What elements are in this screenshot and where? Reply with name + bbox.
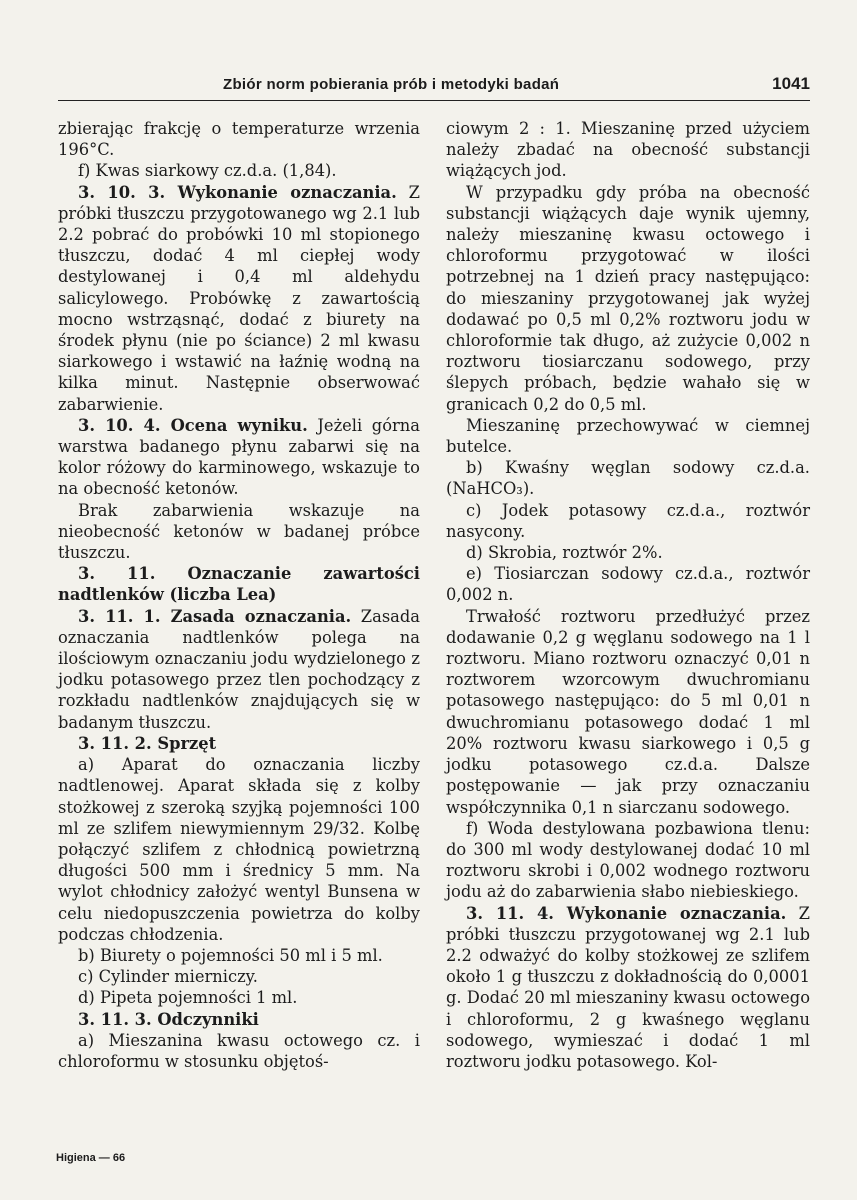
header-title: Zbiór norm pobierania prób i metodyki badań	[223, 76, 560, 93]
header-rule	[58, 100, 810, 101]
paragraph: a) Aparat do oznaczania liczby nadtlenowej. Aparat składa się z kolby stożkowej z szeroką szyjką pojemności 100 ml ze szlifem niewymiennym 29/32. Kolbę połączyć szlifem z chłodnicą powietrzną długości 500 mm i średnicy 5 mm. Na wylot chłodnicy założyć wentyl Bunsena w celu niedopuszczenia powietrza do kolby podczas chłodzenia.	[58, 755, 420, 944]
paragraph: Brak zabarwienia wskazuje na nieobecność ketonów w badanej próbce tłuszczu.	[58, 500, 420, 563]
paragraph: d) Skrobia, roztwór 2%.	[466, 543, 663, 563]
paragraph: c) Cylinder mierniczy.	[78, 967, 258, 987]
paragraph-text: Z próbki tłuszczu przygotowanej wg 2.1 lub 2.2 odważyć do kolby stożkowej ze szlifem około 1 g tłuszczu z dokładnością do 0,0001 g. Dodać 20 ml mieszaniny kwasu octowego i chloroformu, 2 g kwaśnego węglanu sodowego, wymieszać i dodać 1 ml roztworu jodku potasowego. Kol-	[446, 903, 810, 1071]
section-heading-3-11: 3. 11. Oznaczanie zawartości nadtlenków (liczba Lea)	[58, 564, 420, 605]
paragraph: Mieszaninę przechowywać w ciemnej butelce.	[446, 415, 810, 457]
section-3-10-3	[58, 182, 420, 415]
footer-signature: Higiena — 66	[56, 1152, 126, 1164]
page-number: 1041	[772, 74, 810, 93]
paragraph: zbierając frakcję o temperaturze wrzenia 196°C.	[58, 119, 420, 160]
paragraph-text: Z próbki tłuszczu przygotowanego wg 2.1 lub 2.2 pobrać do probówki 10 ml stopionego tłuszczu, dodać 4 ml ciepłej wody destylowanej i 0,4 ml aldehydu salicylowego. Probówkę z zawartością mocno wstrząsnąć, dodać z biurety na środek płynu (nie po ściance) 2 ml kwasu siarkowego i wstawić na łaźnię wodną na kilka minut. Następnie obserwować zabarwienie.	[58, 182, 420, 414]
paragraph: W przypadku gdy próba na obecność substancji wiążących daje wynik ujemny, należy mieszaninę kwasu octowego i chloroformu przygotować w ilości potrzebnej na 1 dzień pracy następująco: do mieszaniny przygotowanej jak wyżej dodawać po 0,5 ml 0,2% roztworu jodu w chloroformie tak długo, aż zużycie 0,002 n roztworu tiosiarczanu sodowego, przy ślepych próbach, będzie wahało się w granicach 0,2 do 0,5 ml.	[446, 182, 810, 414]
paragraph-text: Zasada oznaczania nadtlenków polega na ilościowym oznaczaniu jodu wydzielonego z jodku potasowego przez tlen pochodzący z rozkładu nadtlenków znajdujących się w badanym tłuszczu.	[58, 606, 421, 732]
paragraph: Trwałość roztworu przedłużyć przez dodawanie 0,2 g węglanu sodowego na 1 l roztworu. Miano roztworu oznaczyć 0,01 n roztworem wzorcowym dwuchromianu potasowego następująco: do 5 ml 0,01 n dwuchromianu potasowego dodać 1 ml 20% roztworu kwasu siarkowego i 0,5 g jodku potasowego cz.d.a. Dalsze postępowanie — jak przy oznaczaniu współczynnika 0,1 n siarczanu sodowego.	[446, 606, 810, 817]
section-heading: 3. 10. 3. Wykonanie oznaczania.	[78, 182, 397, 202]
paragraph: d) Pipeta pojemności 1 ml.	[78, 988, 298, 1008]
paragraph: f) Woda destylowana pozbawiona tlenu: do 300 ml wody destylowanej dodać 10 ml roztworu skrobi i 0,002 wodnego roztworu jodu aż do zabarwienia słabo niebieskiego.	[446, 818, 810, 902]
section-3-11-1	[58, 606, 420, 733]
section-heading: 3. 11. 1. Zasada oznaczania.	[78, 606, 352, 626]
right-column	[446, 118, 810, 1072]
paragraph-text: Jeżeli górna warstwa badanego płynu zabarwi się na kolor różowy do karminowego, wskazuje to na obecność ketonów.	[58, 415, 420, 499]
section-3-11-4	[446, 903, 810, 1073]
section-3-10-4	[58, 415, 420, 500]
paragraph: e) Tiosiarczan sodowy cz.d.a., roztwór 0,002 n.	[446, 564, 810, 605]
paragraph: c) Jodek potasowy cz.d.a., roztwór nasycony.	[446, 500, 810, 541]
left-column	[58, 118, 420, 1072]
section-heading-3-11-3: 3. 11. 3. Odczynniki	[78, 1009, 259, 1029]
section-heading-3-11-2: 3. 11. 2. Sprzęt	[78, 733, 217, 753]
paragraph: b) Kwaśny węglan sodowy cz.d.a. (NaHCO₃).	[446, 458, 810, 499]
paragraph: f) Kwas siarkowy cz.d.a. (1,84).	[78, 161, 337, 181]
paragraph: b) Biurety o pojemności 50 ml i 5 ml.	[78, 945, 383, 965]
paragraph: a) Mieszanina kwasu octowego cz. i chloroformu w stosunku objętoś-	[58, 1030, 420, 1071]
paragraph: ciowym 2 : 1. Mieszaninę przed użyciem należy zbadać na obecność substancji wiążących jod.	[446, 119, 810, 181]
section-heading: 3. 11. 4. Wykonanie oznaczania.	[466, 903, 787, 923]
section-heading: 3. 10. 4. Ocena wyniku.	[78, 415, 308, 435]
